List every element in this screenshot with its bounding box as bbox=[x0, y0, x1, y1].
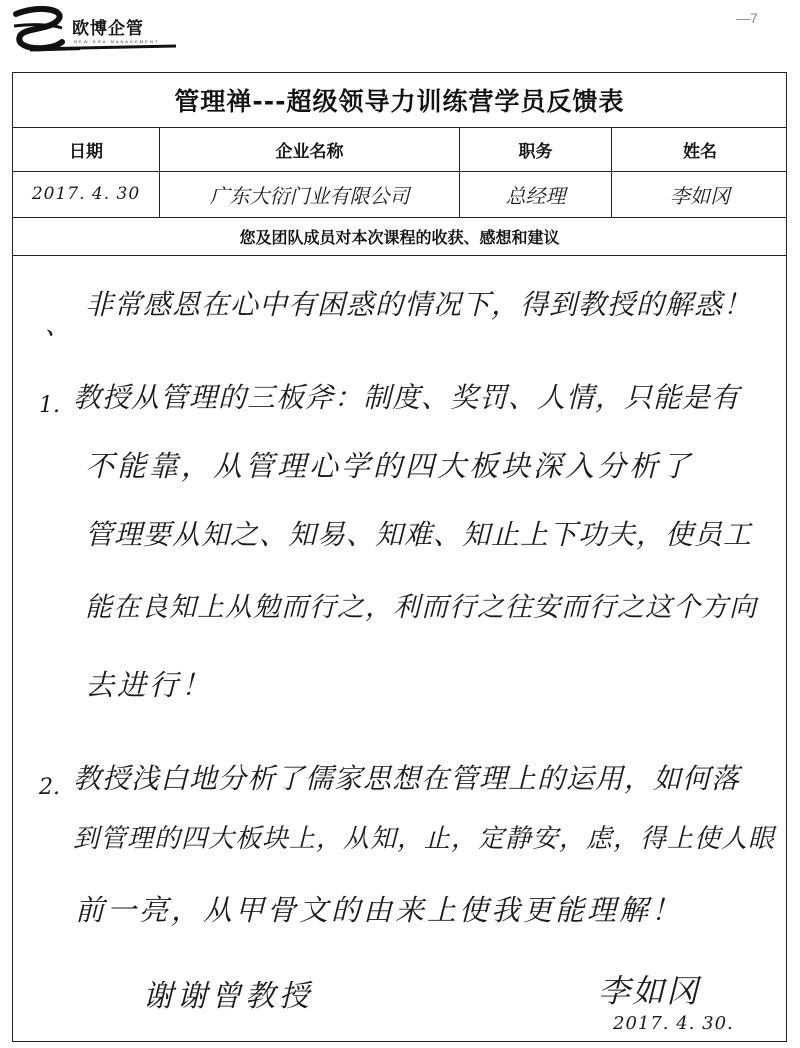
feedback-line: 前一亮，从甲骨文的由来上使我更能理解！ bbox=[75, 893, 684, 927]
feedback-line: 非常感恩在心中有困惑的情况下，得到教授的解惑！ bbox=[85, 288, 753, 321]
feedback-line: 管理要从知之、知易、知难、知止上下功夫，使员工 bbox=[85, 518, 753, 551]
logo-tagline: N E W · E R A · M A N A G E M E N T bbox=[74, 39, 158, 44]
company-logo bbox=[10, 6, 185, 56]
date-value: 2017. 4. 30 bbox=[13, 171, 160, 217]
feedback-line: 能在良知上从勉而行之，利而行之往安而行之这个方向 bbox=[85, 592, 757, 623]
feedback-table bbox=[12, 72, 787, 1042]
name-value: 李如冈 bbox=[670, 183, 730, 208]
header-name: 姓名 bbox=[683, 141, 717, 162]
feedback-line: 教授浅白地分析了儒家思想在管理上的运用，如何落 bbox=[73, 762, 741, 795]
item-number-1: 1. bbox=[39, 393, 60, 418]
item-number-2: 2. bbox=[39, 775, 60, 800]
feedback-line: 去进行！ bbox=[85, 668, 214, 702]
intro-mark: 、 bbox=[45, 311, 72, 341]
corner-page-mark: —7 bbox=[736, 10, 758, 26]
header-row bbox=[13, 127, 786, 172]
signature: 李如冈 bbox=[598, 972, 701, 1010]
feedback-line: 教授从管理的三板斧：制度、奖罚、人情，只能是有 bbox=[73, 381, 741, 414]
company-value: 广东大衍门业有限公司 bbox=[160, 171, 460, 217]
feedback-line: 不能靠，从管理心学的四大板块深入分析了 bbox=[85, 449, 694, 483]
header-date: 日期 bbox=[13, 127, 160, 171]
values-row bbox=[13, 171, 786, 218]
logo-text: 欧博企管 bbox=[72, 19, 144, 39]
header-company: 企业名称 bbox=[160, 127, 460, 171]
form-title: 管理禅---超级领导力训练营学员反馈表 bbox=[13, 73, 786, 128]
feedback-line: 到管理的四大板块上，从知，止，定静安，虑，得上使人眼 bbox=[73, 824, 776, 854]
thanks-note: 谢谢曾教授 bbox=[143, 979, 313, 1014]
position-value: 总经理 bbox=[460, 171, 612, 217]
header-position: 职务 bbox=[460, 127, 612, 171]
signature-date: 2017. 4. 30. bbox=[613, 1013, 734, 1034]
section-heading: 您及团队成员对本次课程的收获、感想和建议 bbox=[13, 217, 786, 256]
